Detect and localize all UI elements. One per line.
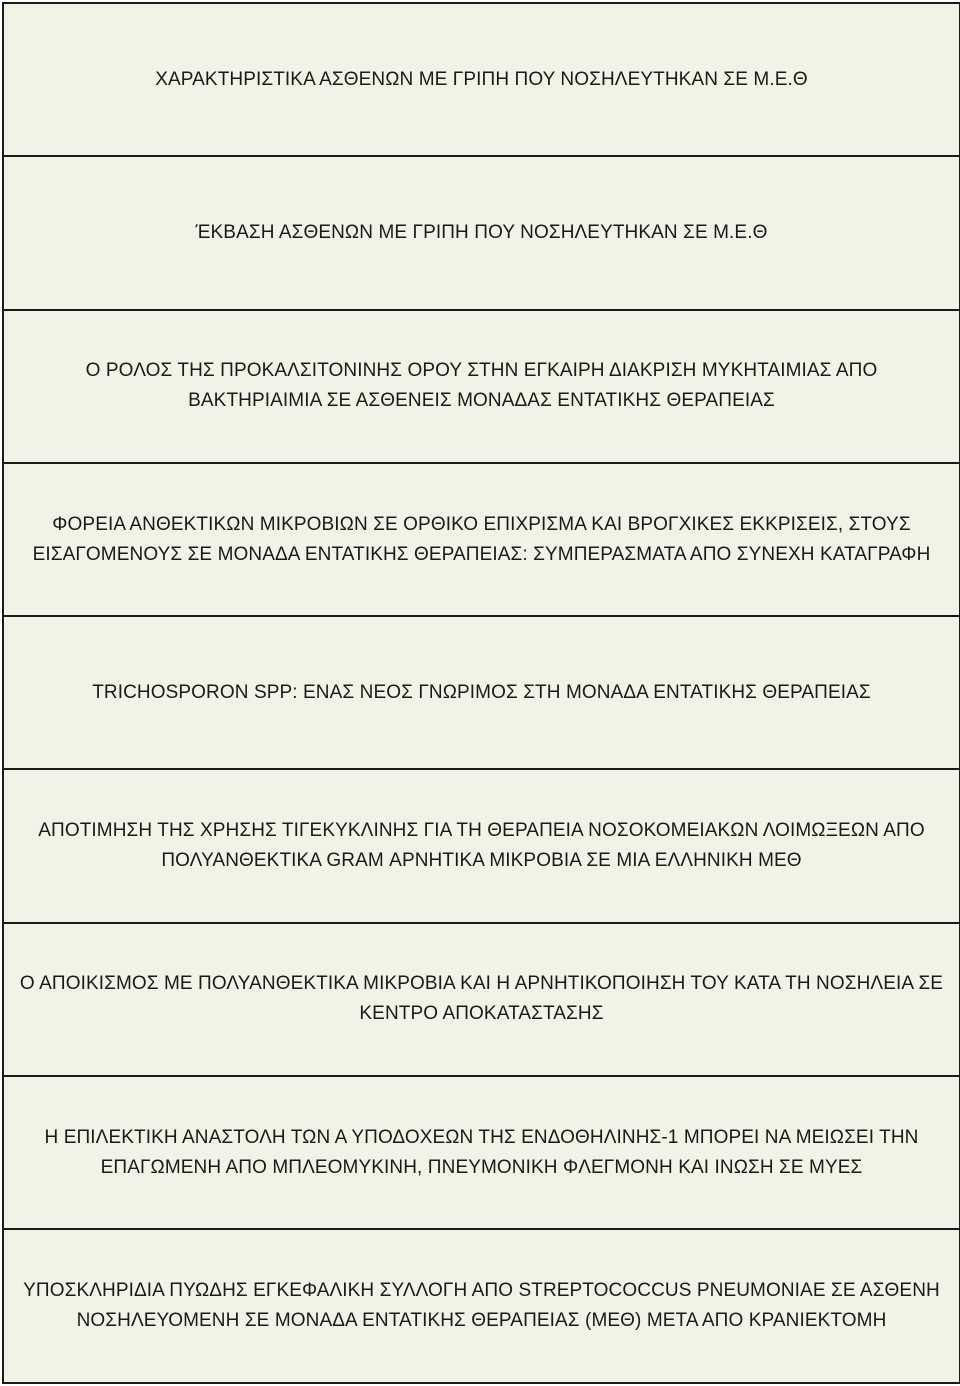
table-row: [4, 311, 959, 464]
table-row: [4, 770, 959, 923]
row-title: ΥΠΟΣΚΛΗΡΙΔΙΑ ΠΥΩΔΗΣ ΕΓΚΕΦΑΛΙΚΗ ΣΥΛΛΟΓΗ ΑΠΟ STREPTOCOCCUS PNEUMONIAE ΣΕ ΑΣΘΕΝΗ ΝΟΣΗΛΕΥΟΜΕΝΗ ΣΕ ΜΟΝΑΔΑ ΕΝΤΑΤΙΚΗΣ ΘΕΡΑΠΕΙΑΣ (ΜΕΘ) ΜΕΤΑ ΑΠΟ ΚΡΑΝΙΕΚΤΟΜΗ: [23, 1280, 940, 1332]
table-row: [4, 617, 959, 770]
row-title: ΈΚΒΑΣΗ ΑΣΘΕΝΩΝ ΜΕ ΓΡΙΠΗ ΠΟΥ ΝΟΣΗΛΕΥΤΗΚΑΝ ΣΕ Μ.Ε.Θ: [195, 221, 768, 243]
row-title: ΑΠΟΤΙΜΗΣΗ ΤΗΣ ΧΡΗΣΗΣ ΤΙΓΕΚΥΚΛΙΝΗΣ ΓΙΑ ΤΗ ΘΕΡΑΠΕΙΑ ΝΟΣΟΚΟΜΕΙΑΚΩΝ ΛΟΙΜΩΞΕΩΝ ΑΠΟ ΠΟΛΥΑΝΘΕΚΤΙΚΑ GRAM ΑΡΝΗΤΙΚΑ ΜΙΚΡΟΒΙΑ ΣΕ ΜΙΑ ΕΛΛΗΝΙΚΗ ΜΕΘ: [38, 820, 925, 872]
table-row: [4, 464, 959, 617]
row-title: Ο ΑΠΟΙΚΙΣΜΟΣ ΜΕ ΠΟΛΥΑΝΘΕΚΤΙΚΑ ΜΙΚΡΟΒΙΑ ΚΑΙ Η ΑΡΝΗΤΙΚΟΠΟΙΗΣΗ ΤΟΥ ΚΑΤΑ ΤΗ ΝΟΣΗΛΕΙΑ ΣΕ ΚΕΝΤΡΟ ΑΠΟΚΑΤΑΣΤΑΣΗΣ: [19, 973, 944, 1025]
row-title: Ο ΡΟΛΟΣ ΤΗΣ ΠΡΟΚΑΛΣΙΤΟΝΙΝΗΣ ΟΡΟΥ ΣΤΗΝ ΕΓΚΑΙΡΗ ΔΙΑΚΡΙΣΗ ΜΥΚΗΤΑΙΜΙΑΣ ΑΠΟ ΒΑΚΤΗΡΙΑΙΜΙΑ ΣΕ ΑΣΘΕΝΕΙΣ ΜΟΝΑΔΑΣ ΕΝΤΑΤΙΚΗΣ ΘΕΡΑΠΕΙΑΣ: [85, 360, 878, 412]
row-title: TRICHOSPORON SPP: ΕΝΑΣ ΝΕΟΣ ΓΝΩΡΙΜΟΣ ΣΤΗ ΜΟΝΑΔΑ ΕΝΤΑΤΙΚΗΣ ΘΕΡΑΠΕΙΑΣ: [92, 681, 871, 703]
table-row: [4, 1077, 959, 1230]
row-title: ΦΟΡΕΙΑ ΑΝΘΕΚΤΙΚΩΝ ΜΙΚΡΟΒΙΩΝ ΣΕ ΟΡΘΙΚΟ ΕΠΙΧΡΙΣΜΑ ΚΑΙ ΒΡΟΓΧΙΚΕΣ ΕΚΚΡΙΣΕΙΣ, ΣΤΟΥΣ ΕΙΣΑΓΟΜΕΝΟΥΣ ΣΕ ΜΟΝΑΔΑ ΕΝΤΑΤΙΚΗΣ ΘΕΡΑΠΕΙΑΣ: ΣΥΜΠΕΡΑΣΜΑΤΑ ΑΠΟ ΣΥΝΕΧΗ ΚΑΤΑΓΡΑΦΗ: [32, 513, 931, 565]
row-title: Η ΕΠΙΛΕΚΤΙΚΗ ΑΝΑΣΤΟΛΗ ΤΩΝ Α ΥΠΟΔΟΧΕΩΝ ΤΗΣ ΕΝΔΟΘΗΛΙΝΗΣ-1 ΜΠΟΡΕΙ ΝΑ ΜΕΙΩΣΕΙ ΤΗΝ ΕΠΑΓΩΜΕΝΗ ΑΠΟ ΜΠΛΕΟΜΥΚΙΝΗ, ΠΝΕΥΜΟΝΙΚΗ ΦΛΕΓΜΟΝΗ ΚΑΙ ΙΝΩΣΗ ΣΕ ΜΥΕΣ: [44, 1126, 919, 1178]
table-row: [4, 157, 959, 310]
table-row: [4, 4, 959, 157]
titles-table: [2, 2, 960, 1384]
table-row: [4, 924, 959, 1077]
table-row: [4, 1230, 959, 1384]
row-title: ΧΑΡΑΚΤΗΡΙΣΤΙΚΑ ΑΣΘΕΝΩΝ ΜΕ ΓΡΙΠΗ ΠΟΥ ΝΟΣΗΛΕΥΤΗΚΑΝ ΣΕ Μ.Ε.Θ: [155, 68, 808, 90]
